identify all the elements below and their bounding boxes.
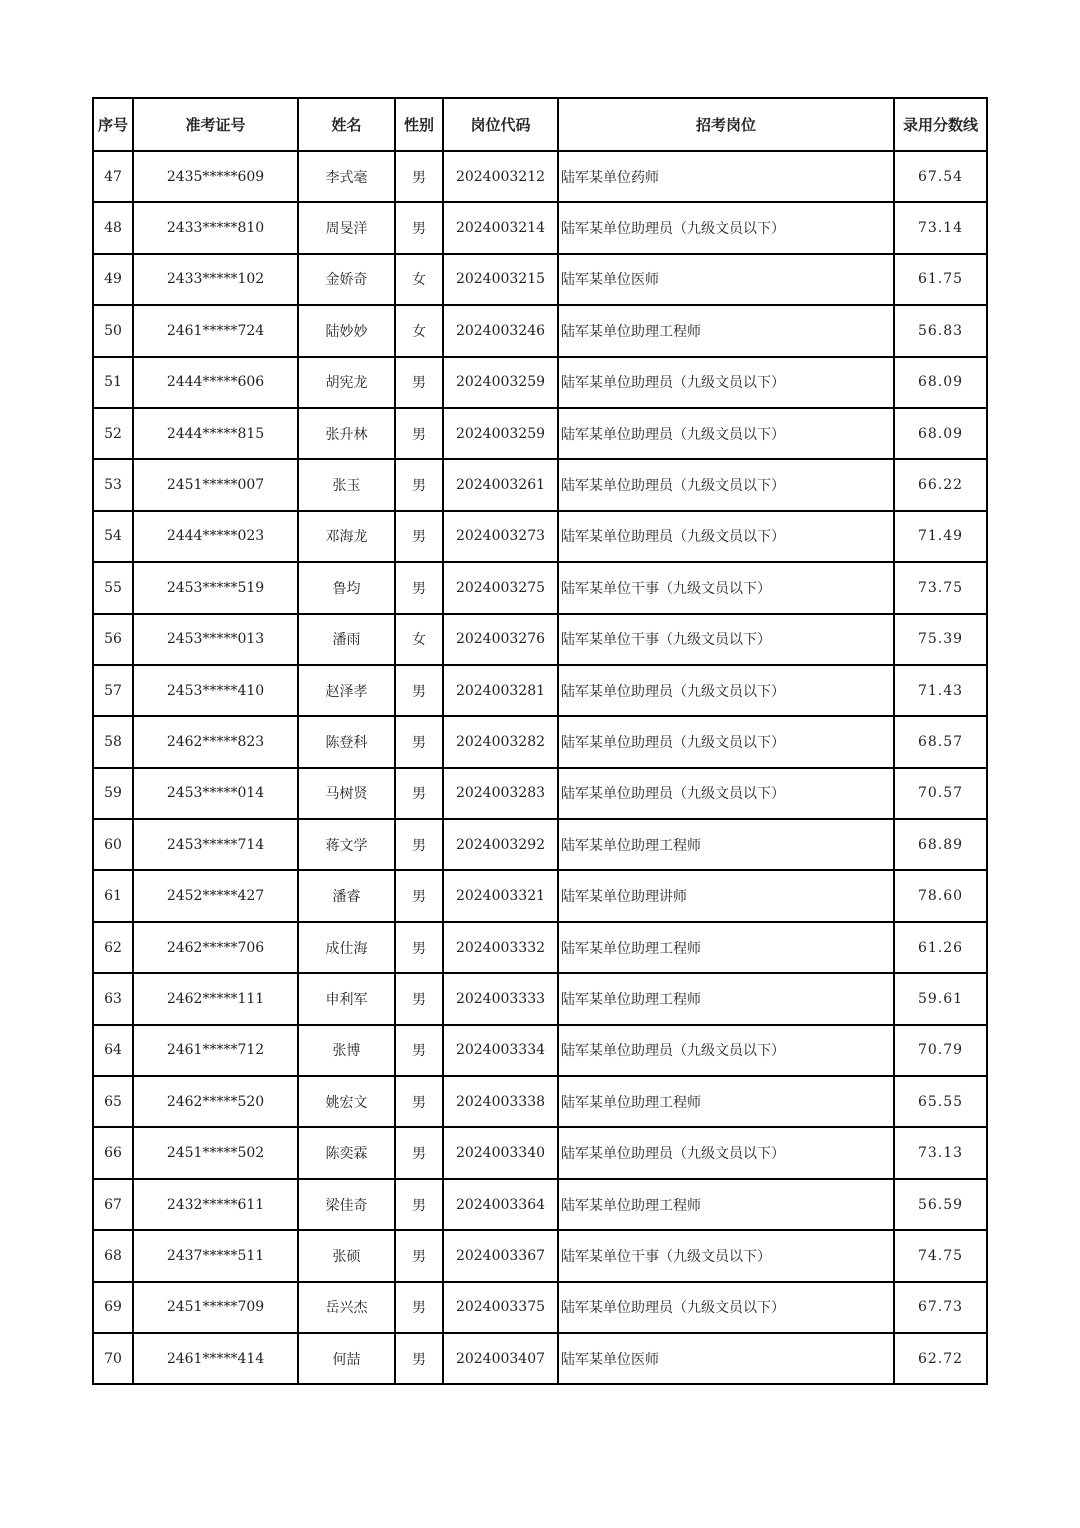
cell-exam-id: 2432*****611 — [133, 1179, 298, 1230]
cell-score: 61.26 — [894, 922, 987, 973]
cell-exam-id: 2462*****823 — [133, 716, 298, 767]
cell-gender: 男 — [395, 819, 443, 870]
cell-seq: 55 — [93, 562, 133, 613]
cell-post-code: 2024003215 — [443, 254, 558, 305]
cell-gender: 男 — [395, 1076, 443, 1127]
cell-score: 56.83 — [894, 305, 987, 356]
table-row — [93, 870, 987, 921]
cell-score: 61.75 — [894, 254, 987, 305]
cell-name: 周旻洋 — [298, 202, 395, 253]
cell-post: 陆军某单位助理讲师 — [558, 870, 894, 921]
cell-exam-id: 2453*****519 — [133, 562, 298, 613]
cell-score: 67.54 — [894, 151, 987, 202]
cell-score: 74.75 — [894, 1230, 987, 1281]
header-row — [93, 98, 987, 151]
cell-name: 张升林 — [298, 408, 395, 459]
cell-gender: 男 — [395, 716, 443, 767]
cell-gender: 男 — [395, 1333, 443, 1384]
cell-score: 68.09 — [894, 357, 987, 408]
cell-post: 陆军某单位助理工程师 — [558, 305, 894, 356]
cell-gender: 男 — [395, 1127, 443, 1178]
table-row — [93, 665, 987, 716]
cell-name: 陆妙妙 — [298, 305, 395, 356]
cell-score: 71.43 — [894, 665, 987, 716]
cell-post: 陆军某单位助理员（九级文员以下） — [558, 459, 894, 510]
cell-name: 潘雨 — [298, 614, 395, 665]
cell-name: 赵泽孝 — [298, 665, 395, 716]
table-row — [93, 408, 987, 459]
header-post-code: 岗位代码 — [443, 98, 558, 151]
cell-exam-id: 2435*****609 — [133, 151, 298, 202]
header-name: 姓名 — [298, 98, 395, 151]
table-row — [93, 151, 987, 202]
cell-gender: 男 — [395, 408, 443, 459]
cell-post: 陆军某单位助理工程师 — [558, 1179, 894, 1230]
cell-exam-id: 2461*****712 — [133, 1025, 298, 1076]
header-exam-id: 准考证号 — [133, 98, 298, 151]
table-row — [93, 357, 987, 408]
table-row — [93, 819, 987, 870]
cell-seq: 61 — [93, 870, 133, 921]
cell-post: 陆军某单位助理员（九级文员以下） — [558, 1282, 894, 1333]
table-row — [93, 254, 987, 305]
cell-post: 陆军某单位助理员（九级文员以下） — [558, 511, 894, 562]
table-row — [93, 562, 987, 613]
cell-post-code: 2024003338 — [443, 1076, 558, 1127]
cell-post-code: 2024003276 — [443, 614, 558, 665]
table-row — [93, 1179, 987, 1230]
cell-name: 岳兴杰 — [298, 1282, 395, 1333]
cell-exam-id: 2437*****511 — [133, 1230, 298, 1281]
cell-post: 陆军某单位助理员（九级文员以下） — [558, 408, 894, 459]
cell-post-code: 2024003273 — [443, 511, 558, 562]
cell-exam-id: 2451*****007 — [133, 459, 298, 510]
cell-name: 马树贤 — [298, 768, 395, 819]
cell-seq: 69 — [93, 1282, 133, 1333]
cell-gender: 男 — [395, 1230, 443, 1281]
cell-gender: 男 — [395, 768, 443, 819]
cell-post-code: 2024003364 — [443, 1179, 558, 1230]
cell-post-code: 2024003332 — [443, 922, 558, 973]
cell-post: 陆军某单位助理员（九级文员以下） — [558, 357, 894, 408]
table-row — [93, 1076, 987, 1127]
cell-post: 陆军某单位助理工程师 — [558, 922, 894, 973]
cell-score: 68.57 — [894, 716, 987, 767]
cell-gender: 男 — [395, 1179, 443, 1230]
cell-post-code: 2024003275 — [443, 562, 558, 613]
cell-exam-id: 2462*****111 — [133, 973, 298, 1024]
cell-seq: 48 — [93, 202, 133, 253]
cell-gender: 男 — [395, 922, 443, 973]
cell-exam-id: 2462*****520 — [133, 1076, 298, 1127]
cell-score: 65.55 — [894, 1076, 987, 1127]
table-row — [93, 973, 987, 1024]
cell-exam-id: 2433*****102 — [133, 254, 298, 305]
cell-post: 陆军某单位助理员（九级文员以下） — [558, 716, 894, 767]
cell-gender: 女 — [395, 254, 443, 305]
cell-gender: 男 — [395, 1025, 443, 1076]
cell-post-code: 2024003281 — [443, 665, 558, 716]
cell-gender: 男 — [395, 665, 443, 716]
table-row — [93, 614, 987, 665]
table-header — [93, 98, 987, 151]
cell-post-code: 2024003292 — [443, 819, 558, 870]
cell-exam-id: 2444*****815 — [133, 408, 298, 459]
cell-gender: 男 — [395, 562, 443, 613]
cell-post-code: 2024003259 — [443, 357, 558, 408]
cell-post-code: 2024003367 — [443, 1230, 558, 1281]
cell-name: 李式毫 — [298, 151, 395, 202]
cell-score: 70.57 — [894, 768, 987, 819]
cell-seq: 57 — [93, 665, 133, 716]
cell-name: 申利军 — [298, 973, 395, 1024]
cell-exam-id: 2461*****724 — [133, 305, 298, 356]
cell-post: 陆军某单位助理工程师 — [558, 1076, 894, 1127]
table-row — [93, 1230, 987, 1281]
cell-seq: 60 — [93, 819, 133, 870]
cell-gender: 女 — [395, 614, 443, 665]
cell-post: 陆军某单位助理工程师 — [558, 973, 894, 1024]
cell-post: 陆军某单位医师 — [558, 1333, 894, 1384]
cell-post-code: 2024003212 — [443, 151, 558, 202]
cell-exam-id: 2453*****410 — [133, 665, 298, 716]
cell-seq: 47 — [93, 151, 133, 202]
cell-score: 67.73 — [894, 1282, 987, 1333]
table-body — [93, 151, 987, 1384]
cell-name: 胡宪龙 — [298, 357, 395, 408]
cell-post-code: 2024003261 — [443, 459, 558, 510]
table-row — [93, 768, 987, 819]
table-row — [93, 922, 987, 973]
cell-post: 陆军某单位干事（九级文员以下） — [558, 562, 894, 613]
cell-post-code: 2024003321 — [443, 870, 558, 921]
cell-gender: 男 — [395, 973, 443, 1024]
cell-score: 68.89 — [894, 819, 987, 870]
cell-post: 陆军某单位药师 — [558, 151, 894, 202]
cell-seq: 63 — [93, 973, 133, 1024]
cell-post-code: 2024003340 — [443, 1127, 558, 1178]
cell-gender: 男 — [395, 1282, 443, 1333]
cell-name: 张硕 — [298, 1230, 395, 1281]
table-row — [93, 716, 987, 767]
cell-seq: 58 — [93, 716, 133, 767]
cell-post: 陆军某单位助理员（九级文员以下） — [558, 202, 894, 253]
cell-name: 何喆 — [298, 1333, 395, 1384]
cell-seq: 65 — [93, 1076, 133, 1127]
cell-seq: 64 — [93, 1025, 133, 1076]
cell-seq: 59 — [93, 768, 133, 819]
table-row — [93, 1127, 987, 1178]
cell-score: 78.60 — [894, 870, 987, 921]
table-row — [93, 1025, 987, 1076]
cell-post-code: 2024003282 — [443, 716, 558, 767]
cell-score: 73.13 — [894, 1127, 987, 1178]
cell-name: 陈登科 — [298, 716, 395, 767]
admission-score-table — [92, 97, 988, 1385]
cell-exam-id: 2444*****023 — [133, 511, 298, 562]
table-row — [93, 202, 987, 253]
cell-exam-id: 2451*****502 — [133, 1127, 298, 1178]
cell-name: 张博 — [298, 1025, 395, 1076]
cell-seq: 62 — [93, 922, 133, 973]
header-seq: 序号 — [93, 98, 133, 151]
cell-seq: 68 — [93, 1230, 133, 1281]
cell-seq: 70 — [93, 1333, 133, 1384]
cell-score: 71.49 — [894, 511, 987, 562]
cell-gender: 男 — [395, 357, 443, 408]
cell-exam-id: 2462*****706 — [133, 922, 298, 973]
cell-name: 梁佳奇 — [298, 1179, 395, 1230]
cell-gender: 男 — [395, 151, 443, 202]
cell-seq: 56 — [93, 614, 133, 665]
cell-post-code: 2024003407 — [443, 1333, 558, 1384]
cell-post: 陆军某单位助理工程师 — [558, 819, 894, 870]
cell-name: 蒋文学 — [298, 819, 395, 870]
cell-score: 56.59 — [894, 1179, 987, 1230]
cell-post: 陆军某单位助理员（九级文员以下） — [558, 768, 894, 819]
cell-gender: 男 — [395, 459, 443, 510]
cell-post: 陆军某单位助理员（九级文员以下） — [558, 1127, 894, 1178]
cell-name: 张玉 — [298, 459, 395, 510]
cell-exam-id: 2453*****013 — [133, 614, 298, 665]
cell-post: 陆军某单位医师 — [558, 254, 894, 305]
cell-gender: 男 — [395, 202, 443, 253]
cell-post-code: 2024003334 — [443, 1025, 558, 1076]
cell-post-code: 2024003375 — [443, 1282, 558, 1333]
cell-seq: 51 — [93, 357, 133, 408]
table-row — [93, 305, 987, 356]
cell-post: 陆军某单位助理员（九级文员以下） — [558, 665, 894, 716]
cell-seq: 66 — [93, 1127, 133, 1178]
cell-seq: 54 — [93, 511, 133, 562]
header-score: 录用分数线 — [894, 98, 987, 151]
cell-gender: 女 — [395, 305, 443, 356]
header-post: 招考岗位 — [558, 98, 894, 151]
cell-name: 陈奕霖 — [298, 1127, 395, 1178]
cell-name: 鲁均 — [298, 562, 395, 613]
cell-name: 成仕海 — [298, 922, 395, 973]
cell-exam-id: 2444*****606 — [133, 357, 298, 408]
cell-name: 金娇奇 — [298, 254, 395, 305]
cell-seq: 67 — [93, 1179, 133, 1230]
cell-exam-id: 2451*****709 — [133, 1282, 298, 1333]
cell-exam-id: 2433*****810 — [133, 202, 298, 253]
cell-score: 73.75 — [894, 562, 987, 613]
cell-seq: 50 — [93, 305, 133, 356]
cell-post-code: 2024003333 — [443, 973, 558, 1024]
cell-exam-id: 2452*****427 — [133, 870, 298, 921]
cell-seq: 49 — [93, 254, 133, 305]
cell-score: 75.39 — [894, 614, 987, 665]
cell-score: 66.22 — [894, 459, 987, 510]
cell-score: 62.72 — [894, 1333, 987, 1384]
cell-gender: 男 — [395, 511, 443, 562]
cell-name: 姚宏文 — [298, 1076, 395, 1127]
cell-score: 70.79 — [894, 1025, 987, 1076]
table-row — [93, 1333, 987, 1384]
cell-post: 陆军某单位干事（九级文员以下） — [558, 1230, 894, 1281]
header-gender: 性别 — [395, 98, 443, 151]
cell-gender: 男 — [395, 870, 443, 921]
cell-post-code: 2024003214 — [443, 202, 558, 253]
cell-post-code: 2024003283 — [443, 768, 558, 819]
cell-score: 73.14 — [894, 202, 987, 253]
cell-score: 59.61 — [894, 973, 987, 1024]
cell-post-code: 2024003259 — [443, 408, 558, 459]
cell-seq: 53 — [93, 459, 133, 510]
cell-exam-id: 2461*****414 — [133, 1333, 298, 1384]
cell-score: 68.09 — [894, 408, 987, 459]
cell-seq: 52 — [93, 408, 133, 459]
cell-post-code: 2024003246 — [443, 305, 558, 356]
table-row — [93, 459, 987, 510]
cell-name: 潘睿 — [298, 870, 395, 921]
cell-exam-id: 2453*****714 — [133, 819, 298, 870]
cell-post: 陆军某单位干事（九级文员以下） — [558, 614, 894, 665]
score-table-container — [92, 97, 986, 1385]
cell-exam-id: 2453*****014 — [133, 768, 298, 819]
cell-name: 邓海龙 — [298, 511, 395, 562]
table-row — [93, 511, 987, 562]
cell-post: 陆军某单位助理员（九级文员以下） — [558, 1025, 894, 1076]
table-row — [93, 1282, 987, 1333]
